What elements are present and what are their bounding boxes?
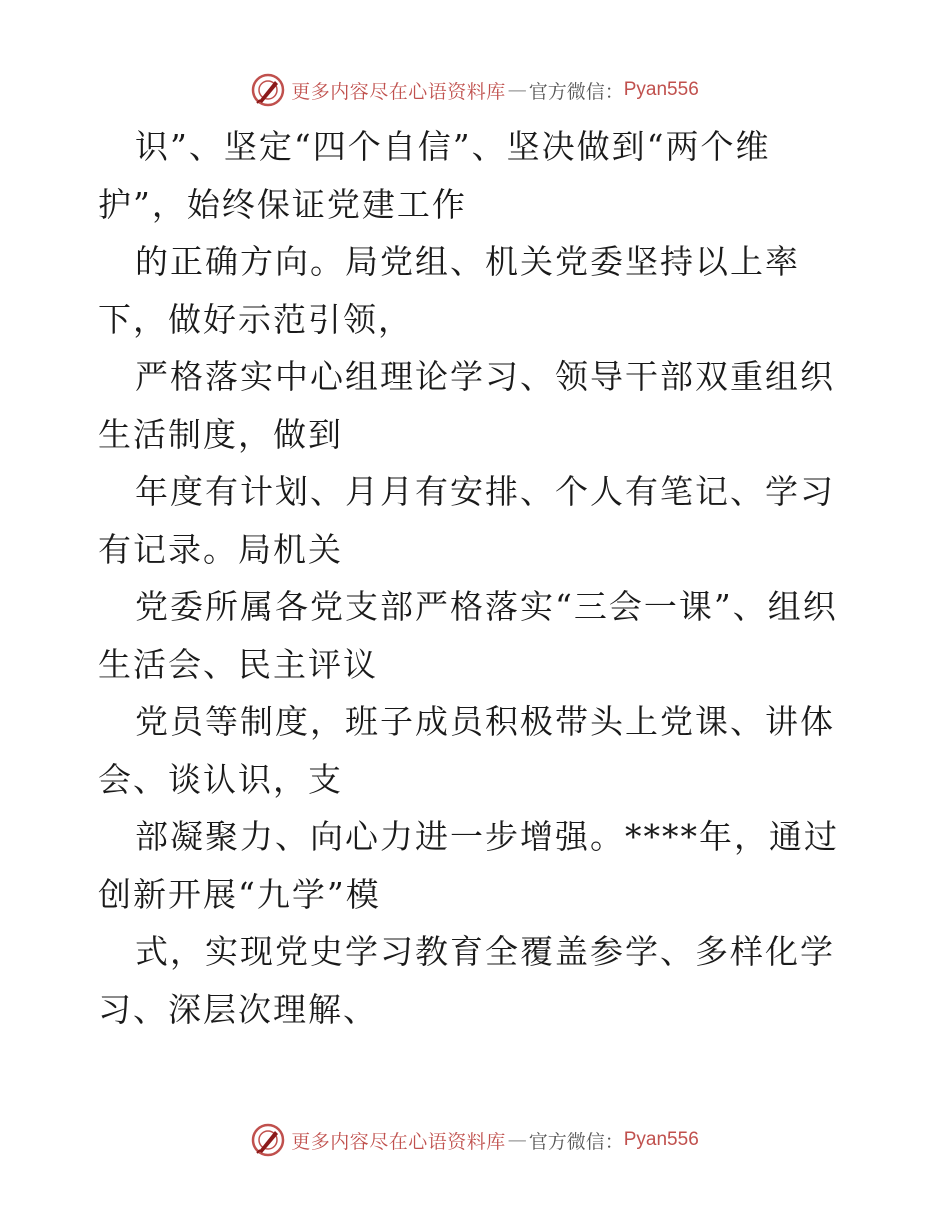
paragraph-1-line-1: 识”、坚定“四个自信”、坚决做到“两个维 bbox=[135, 127, 771, 166]
watermark-official-label: 官方微信： bbox=[528, 1130, 624, 1153]
paragraph-5-line-2: 生活会、民主评议 bbox=[98, 644, 378, 684]
paragraph-4 bbox=[98, 463, 858, 578]
watermark-official-label: 官方微信： bbox=[528, 80, 624, 103]
paragraph-7-line-1: 部凝聚力、向心力进一步增强。****年，通过创 bbox=[98, 817, 839, 914]
paragraph-5 bbox=[98, 578, 858, 693]
paragraph-4-line-2: 记录。局机关 bbox=[133, 529, 343, 569]
paragraph-6 bbox=[98, 693, 858, 808]
paragraph-3-line-1: 严格落实中心组理论学习、领导干部双重组织生 bbox=[98, 357, 835, 454]
header-watermark bbox=[0, 70, 950, 110]
paragraph-6-line-1: 党员等制度，班子成员积极带头上党课、讲体 bbox=[135, 702, 835, 741]
watermark-wechat-id: Pyan556 bbox=[623, 79, 699, 100]
watermark-brand-text: 更多内容尽在心语资料库 bbox=[291, 80, 506, 103]
paragraph-6-line-2: 会、谈认识，支 bbox=[98, 759, 343, 799]
watermark-separator: — bbox=[507, 1129, 527, 1151]
paragraph-2 bbox=[98, 233, 858, 348]
paragraph-8-line-1: 式，实现党史学习教育全覆盖参学、多样化学 bbox=[135, 932, 835, 971]
watermark-brand-text: 更多内容尽在心语资料库 bbox=[291, 1130, 506, 1153]
paragraph-8-line-2: 习、深层次理解、 bbox=[98, 989, 378, 1029]
quill-pen-logo-icon bbox=[251, 1123, 285, 1157]
paragraph-2-line-2: 做好示范引领， bbox=[168, 299, 413, 339]
paragraph-4-line-1: 年度有计划、月月有安排、个人有笔记、学习有 bbox=[98, 472, 835, 569]
paragraph-7 bbox=[98, 808, 858, 923]
paragraph-3-line-2: 活制度，做到 bbox=[133, 414, 343, 454]
paragraph-2-line-1: 的正确方向。局党组、机关党委坚持以上率下， bbox=[98, 242, 800, 339]
footer-watermark bbox=[0, 1120, 950, 1160]
paragraph-5-line-1: 党委所属各党支部严格落实“三会一课”、组织 bbox=[135, 587, 838, 626]
watermark-separator: — bbox=[507, 79, 527, 101]
paragraph-3 bbox=[98, 348, 858, 463]
paragraph-1 bbox=[98, 118, 858, 233]
quill-pen-logo-icon bbox=[251, 73, 285, 107]
paragraph-8 bbox=[98, 923, 858, 1038]
document-body bbox=[98, 118, 858, 1038]
watermark-wechat-id: Pyan556 bbox=[623, 1129, 699, 1150]
paragraph-7-line-2: 新开展“九学”模 bbox=[133, 874, 381, 914]
paragraph-1-line-2: 护”，始终保证党建工作 bbox=[98, 184, 467, 224]
